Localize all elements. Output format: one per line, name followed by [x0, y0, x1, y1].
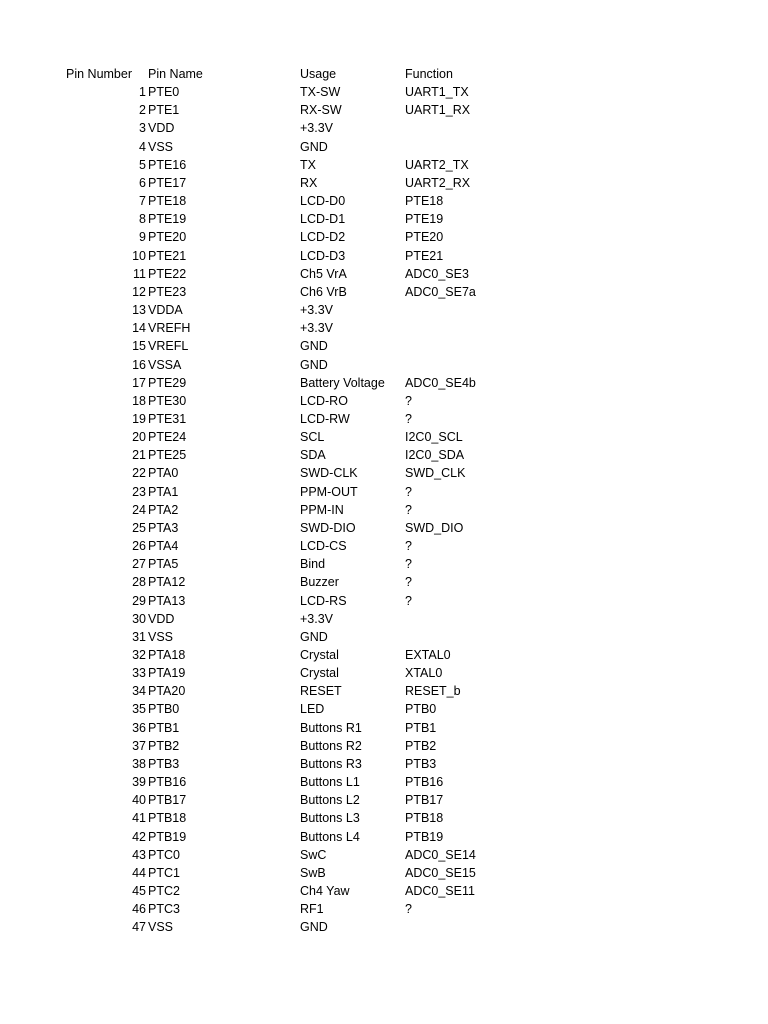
- pin-number-cell: 18: [132, 393, 146, 408]
- usage-cell: GND: [300, 920, 328, 935]
- pin-name-cell: PTC1: [148, 865, 180, 880]
- table-row: [0, 374, 768, 392]
- table-row: [0, 828, 768, 846]
- pin-name-cell: PTA20: [148, 684, 186, 699]
- pin-number-cell: 39: [132, 775, 146, 790]
- function-cell: ADC0_SE15: [405, 865, 476, 880]
- usage-cell: Ch5 VrA: [300, 266, 347, 281]
- function-cell: PTB2: [405, 738, 437, 753]
- table-row: [0, 464, 768, 482]
- usage-cell: +3.3V: [300, 611, 334, 626]
- table-row: [0, 319, 768, 337]
- pin-number-cell: 1: [139, 85, 146, 100]
- function-cell: SWD_CLK: [405, 466, 466, 481]
- function-cell: ?: [405, 393, 412, 408]
- header-pin-number: Pin Number: [66, 67, 132, 81]
- table-row: [0, 138, 768, 156]
- table-row: [0, 228, 768, 246]
- pin-name-cell: VSS: [148, 139, 174, 154]
- pin-number-cell: 14: [132, 321, 146, 336]
- table-body: [0, 83, 768, 936]
- table-row: [0, 592, 768, 610]
- header-pin-name: Pin Name: [148, 67, 203, 81]
- table-row: [0, 83, 768, 101]
- table-row: [0, 446, 768, 464]
- table-row: [0, 247, 768, 265]
- pin-number-cell: 17: [132, 375, 146, 390]
- pin-name-cell: PTE18: [148, 194, 187, 209]
- pin-name-cell: PTE23: [148, 284, 187, 299]
- pin-number-cell: 15: [132, 339, 146, 354]
- pin-number-cell: 28: [132, 575, 146, 590]
- function-cell: ADC0_SE7a: [405, 284, 476, 299]
- pin-number-cell: 6: [139, 175, 146, 190]
- pin-name-cell: PTE30: [148, 393, 187, 408]
- usage-cell: Buttons L3: [300, 811, 360, 826]
- pin-number-cell: 31: [132, 629, 146, 644]
- table-row: [0, 791, 768, 809]
- usage-cell: Buzzer: [300, 575, 339, 590]
- pin-name-cell: PTA18: [148, 648, 186, 662]
- pin-name-cell: PTC0: [148, 847, 180, 862]
- table-header-row: [0, 65, 768, 83]
- function-cell: UART1_TX: [405, 85, 469, 100]
- pin-number-cell: 24: [132, 502, 146, 517]
- usage-cell: TX-SW: [300, 85, 341, 100]
- function-cell: ?: [405, 502, 412, 517]
- table-row: [0, 682, 768, 700]
- usage-cell: SCL: [300, 430, 325, 445]
- function-cell: UART1_RX: [405, 103, 471, 118]
- table-row: [0, 119, 768, 137]
- pin-number-cell: 33: [132, 666, 146, 681]
- table-row: [0, 301, 768, 319]
- function-cell: PTB16: [405, 775, 444, 790]
- pin-name-cell: PTC3: [148, 902, 180, 917]
- usage-cell: GND: [300, 339, 328, 354]
- pin-name-cell: PTE16: [148, 157, 187, 172]
- usage-cell: RX: [300, 175, 318, 190]
- usage-cell: Buttons R1: [300, 720, 362, 735]
- pin-name-cell: PTE25: [148, 448, 187, 463]
- function-cell: EXTAL0: [405, 648, 451, 662]
- pin-name-cell: PTA2: [148, 502, 179, 517]
- function-cell: UART2_RX: [405, 175, 471, 190]
- table-row: [0, 156, 768, 174]
- table-row: [0, 410, 768, 428]
- pin-number-cell: 30: [132, 611, 146, 626]
- pin-number-cell: 42: [132, 829, 146, 844]
- pin-name-cell: PTB3: [148, 756, 180, 771]
- function-cell: ?: [405, 411, 412, 426]
- pin-name-cell: PTA19: [148, 666, 186, 681]
- usage-cell: +3.3V: [300, 321, 334, 336]
- pin-number-cell: 41: [132, 811, 146, 826]
- pin-name-cell: VSS: [148, 629, 174, 644]
- pin-name-cell: VDD: [148, 611, 175, 626]
- pin-name-cell: PTA4: [148, 539, 179, 554]
- usage-cell: SWD-CLK: [300, 466, 358, 481]
- pin-name-cell: PTA13: [148, 593, 186, 608]
- usage-cell: Buttons L2: [300, 793, 360, 808]
- pin-name-cell: PTB17: [148, 793, 187, 808]
- pin-name-cell: PTA5: [148, 557, 179, 572]
- function-cell: PTB1: [405, 720, 437, 735]
- usage-cell: RESET: [300, 684, 342, 699]
- pin-name-cell: PTE1: [148, 103, 180, 118]
- usage-cell: Buttons L1: [300, 775, 360, 790]
- usage-cell: +3.3V: [300, 121, 334, 136]
- pin-name-cell: PTE31: [148, 411, 187, 426]
- pin-number-cell: 13: [132, 303, 146, 318]
- pin-number-cell: 43: [132, 847, 146, 862]
- table-row: [0, 337, 768, 355]
- pin-number-cell: 20: [132, 430, 146, 445]
- table-row: [0, 174, 768, 192]
- function-cell: PTB0: [405, 702, 437, 717]
- pin-number-cell: 26: [132, 539, 146, 554]
- pin-number-cell: 2: [139, 103, 146, 118]
- pin-number-cell: 21: [132, 448, 146, 463]
- table-row: [0, 283, 768, 301]
- pin-name-cell: PTB1: [148, 720, 180, 735]
- pin-name-cell: PTE21: [148, 248, 187, 263]
- pin-number-cell: 5: [139, 157, 146, 172]
- table-row: [0, 101, 768, 119]
- function-cell: PTB19: [405, 829, 444, 844]
- table-row: [0, 573, 768, 591]
- pin-name-cell: PTA1: [148, 484, 179, 499]
- pin-number-cell: 3: [139, 121, 146, 136]
- function-cell: ADC0_SE4b: [405, 375, 476, 390]
- pin-name-cell: VDD: [148, 121, 175, 136]
- pin-number-cell: 38: [132, 756, 146, 771]
- usage-cell: GND: [300, 139, 328, 154]
- usage-cell: SwC: [300, 847, 327, 862]
- pin-number-cell: 7: [139, 194, 146, 209]
- pin-number-cell: 46: [132, 902, 146, 917]
- usage-cell: Crystal: [300, 666, 339, 681]
- function-cell: ADC0_SE3: [405, 266, 469, 281]
- header-usage: Usage: [300, 67, 337, 81]
- pin-number-cell: 12: [132, 284, 146, 299]
- usage-cell: LCD-CS: [300, 539, 347, 554]
- function-cell: PTE19: [405, 212, 444, 227]
- pin-number-cell: 8: [139, 212, 146, 227]
- function-cell: PTB17: [405, 793, 444, 808]
- header-function: Function: [405, 67, 453, 81]
- function-cell: PTB18: [405, 811, 444, 826]
- pin-name-cell: PTA12: [148, 575, 186, 590]
- function-cell: ?: [405, 484, 412, 499]
- table-row: [0, 628, 768, 646]
- pin-number-cell: 9: [139, 230, 146, 245]
- pin-name-cell: VSSA: [148, 357, 182, 372]
- table-row: [0, 428, 768, 446]
- pin-number-cell: 40: [132, 793, 146, 808]
- table-row: [0, 900, 768, 918]
- table-row: [0, 755, 768, 773]
- pin-number-cell: 22: [132, 466, 146, 481]
- table-row: [0, 918, 768, 936]
- usage-cell: RF1: [300, 902, 324, 917]
- pin-name-cell: PTB2: [148, 738, 180, 753]
- pin-name-cell: PTE17: [148, 175, 187, 190]
- table-row: [0, 737, 768, 755]
- pin-name-cell: VREFH: [148, 321, 191, 336]
- pin-number-cell: 16: [132, 357, 146, 372]
- function-cell: RESET_b: [405, 684, 461, 699]
- pin-number-cell: 37: [132, 738, 146, 753]
- function-cell: ADC0_SE14: [405, 847, 476, 862]
- function-cell: UART2_TX: [405, 157, 469, 172]
- pin-number-cell: 23: [132, 484, 146, 499]
- function-cell: XTAL0: [405, 666, 443, 681]
- table-row: [0, 519, 768, 537]
- table-row: [0, 773, 768, 791]
- table-row: [0, 483, 768, 501]
- table-row: [0, 719, 768, 737]
- table-row: [0, 210, 768, 228]
- function-cell: SWD_DIO: [405, 520, 464, 535]
- usage-cell: +3.3V: [300, 303, 334, 318]
- usage-cell: LCD-RS: [300, 593, 347, 608]
- usage-cell: Buttons L4: [300, 829, 360, 844]
- pin-name-cell: PTA0: [148, 466, 179, 481]
- usage-cell: Battery Voltage: [300, 375, 385, 390]
- table-row: [0, 846, 768, 864]
- pin-table: [0, 65, 768, 937]
- usage-cell: Buttons R3: [300, 756, 362, 771]
- table-row: [0, 537, 768, 555]
- function-cell: I2C0_SCL: [405, 430, 463, 445]
- usage-cell: LCD-D2: [300, 230, 346, 245]
- pin-name-cell: PTB16: [148, 775, 187, 790]
- pin-number-cell: 10: [132, 248, 146, 263]
- table-row: [0, 356, 768, 374]
- usage-cell: LCD-RW: [300, 411, 350, 426]
- pin-number-cell: 36: [132, 720, 146, 735]
- pin-number-cell: 11: [133, 266, 146, 281]
- pin-name-cell: PTB19: [148, 829, 187, 844]
- function-cell: ADC0_SE11: [405, 884, 475, 899]
- function-cell: PTE20: [405, 230, 444, 245]
- usage-cell: LCD-D1: [300, 212, 346, 227]
- pin-name-cell: VDDA: [148, 303, 183, 318]
- usage-cell: LCD-D0: [300, 194, 346, 209]
- table-row: [0, 610, 768, 628]
- usage-cell: LED: [300, 702, 325, 717]
- usage-cell: SwB: [300, 865, 326, 880]
- pin-number-cell: 35: [132, 702, 146, 717]
- usage-cell: LCD-RO: [300, 393, 348, 408]
- pin-number-cell: 44: [132, 865, 146, 880]
- pin-name-cell: PTE19: [148, 212, 187, 227]
- usage-cell: PPM-IN: [300, 502, 344, 517]
- pin-number-cell: 19: [132, 411, 146, 426]
- function-cell: PTB3: [405, 756, 437, 771]
- function-cell: ?: [405, 575, 412, 590]
- usage-cell: RX-SW: [300, 103, 342, 118]
- pin-name-cell: PTE20: [148, 230, 187, 245]
- function-cell: ?: [405, 593, 412, 608]
- usage-cell: Ch6 VrB: [300, 284, 347, 299]
- pin-name-cell: PTE0: [148, 85, 180, 100]
- pin-number-cell: 25: [132, 520, 146, 535]
- usage-cell: GND: [300, 629, 328, 644]
- function-cell: ?: [405, 557, 412, 572]
- pin-name-cell: PTB0: [148, 702, 180, 717]
- pin-number-cell: 32: [132, 648, 146, 662]
- table-row: [0, 192, 768, 210]
- pin-name-cell: VSS: [148, 920, 174, 935]
- function-cell: I2C0_SDA: [405, 448, 465, 463]
- table-row: [0, 864, 768, 882]
- function-cell: PTE21: [405, 248, 444, 263]
- usage-cell: LCD-D3: [300, 248, 346, 263]
- table-row: [0, 392, 768, 410]
- usage-cell: Bind: [300, 557, 326, 572]
- pin-number-cell: 27: [132, 557, 146, 572]
- pin-number-cell: 45: [132, 884, 146, 899]
- pin-number-cell: 29: [132, 593, 146, 608]
- usage-cell: SDA: [300, 448, 326, 463]
- usage-cell: PPM-OUT: [300, 484, 358, 499]
- usage-cell: Buttons R2: [300, 738, 362, 753]
- table-row: [0, 265, 768, 283]
- table-row: [0, 555, 768, 573]
- pin-name-cell: PTB18: [148, 811, 187, 826]
- pin-name-cell: PTE29: [148, 375, 187, 390]
- usage-cell: GND: [300, 357, 328, 372]
- usage-cell: TX: [300, 157, 316, 172]
- table-row: [0, 700, 768, 718]
- usage-cell: Crystal: [300, 648, 339, 662]
- table-row: [0, 664, 768, 682]
- function-cell: ?: [405, 539, 412, 554]
- pin-name-cell: PTE22: [148, 266, 187, 281]
- pin-number-cell: 34: [132, 684, 146, 699]
- table-row: [0, 882, 768, 900]
- pin-name-cell: PTE24: [148, 430, 187, 445]
- table-row: [0, 646, 768, 664]
- function-cell: ?: [405, 902, 412, 917]
- usage-cell: Ch4 Yaw: [300, 884, 350, 899]
- table-row: [0, 809, 768, 827]
- pin-name-cell: VREFL: [148, 339, 189, 354]
- pin-name-cell: PTA3: [148, 520, 179, 535]
- table-row: [0, 501, 768, 519]
- function-cell: PTE18: [405, 194, 444, 209]
- pin-number-cell: 4: [139, 139, 146, 154]
- usage-cell: SWD-DIO: [300, 520, 356, 535]
- pin-name-cell: PTC2: [148, 884, 180, 899]
- pin-number-cell: 47: [132, 920, 146, 935]
